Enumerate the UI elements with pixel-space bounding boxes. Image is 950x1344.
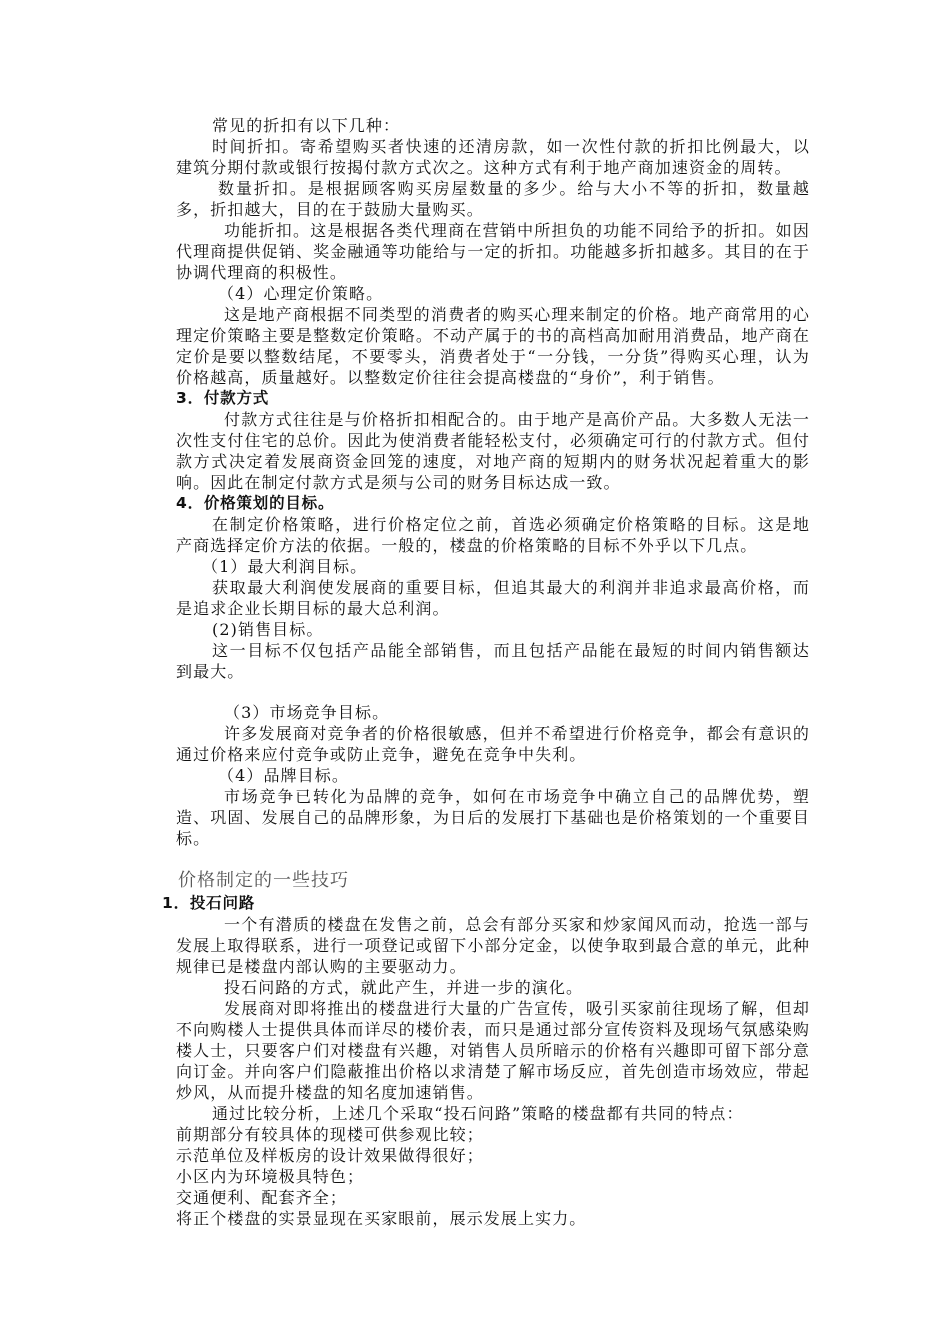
- paragraph: 付款方式往往是与价格折扣相配合的。由于地产是高价产品。大多数人无法一次性支付住宅的总价。因此为使消费者能轻松支付，必须确定可行的付款方式。但付款方式决定着发展商资金回笼的速度，对地产商的短期内的财务状况起着重大的影响。因此在制定付款方式是须与公司的财务目标达成一致。: [176, 410, 810, 492]
- paragraph: 获取最大利润使发展商的重要目标，但追其最大的利润并非追求最高价格，而是追求企业长期目标的最大总利润。: [176, 578, 810, 618]
- paragraph: 数量折扣。是根据顾客购买房屋数量的多少。给与大小不等的折扣，数量越多，折扣越大，目的在于鼓励大量购买。: [176, 179, 810, 219]
- paragraph: 常见的折扣有以下几种：: [212, 116, 401, 135]
- paragraph: （4）心理定价策略。: [218, 284, 384, 303]
- heading: 4．价格策划的目标。: [176, 494, 335, 512]
- list-item: 小区内为环境极具特色；: [176, 1167, 365, 1186]
- paragraph: 这一目标不仅包括产品能全部销售，而且包括产品能在最短的时间内销售额达到最大。: [176, 641, 810, 681]
- heading: 1．投石问路: [162, 894, 256, 912]
- paragraph: （4）品牌目标。: [218, 766, 349, 785]
- paragraph: 这是地产商根据不同类型的消费者的购买心理来制定的价格。地产商常用的心理定价策略主要是整数定价策略。不动产属于的书的高档高加耐用消费品，地产商在定价是要以整数结尾，不要零头，消费者处于“一分钱，一分货”得购买心理，认为价格越高，质量越好。以整数定价往往会提高楼盘的“身价”，利于销售。: [176, 305, 810, 387]
- paragraph: (2)销售目标。: [212, 620, 324, 639]
- spacer: [176, 682, 810, 702]
- section-title: 价格制定的一些技巧: [178, 870, 349, 891]
- paragraph: 功能折扣。这是根据各类代理商在营销中所担负的功能不同给予的折扣。如因代理商提供促销、奖金融通等功能给与一定的折扣。功能越多折扣越多。其目的在于协调代理商的积极性。: [176, 221, 810, 282]
- paragraph: 发展商对即将推出的楼盘进行大量的广告宣传，吸引买家前往现场了解，但却不向购楼人士提供具体而详尽的楼价表，而只是通过部分宣传资料及现场气氛感染购楼人士，只要客户们对楼盘有兴趣，对销售人员所暗示的价格有兴趣即可留下部分意向订金。并向客户们隐蔽推出价格以求清楚了解市场反应，首先创造市场效应，带起炒风，从而提升楼盘的知名度加速销售。: [176, 999, 810, 1102]
- list-item: 前期部分有较具体的现楼可供参观比较；: [176, 1125, 484, 1144]
- spacer: [176, 849, 810, 869]
- list-item: 交通便利、配套齐全；: [176, 1188, 348, 1207]
- paragraph: 市场竞争已转化为品牌的竞争，如何在市场竞争中确立自己的品牌优势，塑造、巩固、发展自己的品牌形象，为日后的发展打下基础也是价格策划的一个重要目标。: [176, 787, 810, 848]
- list-item: 将正个楼盘的实景显现在买家眼前，展示发展上实力。: [176, 1209, 587, 1228]
- paragraph: 在制定价格策略，进行价格定位之前，首选必须确定价格策略的目标。这是地产商选择定价方法的依据。一般的，楼盘的价格策略的目标不外乎以下几点。: [176, 515, 810, 555]
- paragraph: 通过比较分析，上述几个采取“投石问路”策略的楼盘都有共同的特点：: [212, 1104, 744, 1123]
- document-body: [162, 115, 810, 1229]
- paragraph: 时间折扣。寄希望购买者快速的还清房款，如一次性付款的折扣比例最大，以建筑分期付款或银行按揭付款方式次之。这种方式有利于地产商加速资金的周转。: [176, 137, 810, 177]
- paragraph: 投石问路的方式，就此产生，并进一步的演化。: [224, 978, 584, 997]
- paragraph: 一个有潜质的楼盘在发售之前，总会有部分买家和炒家闻风而动，抢选一部与发展上取得联系，进行一项登记或留下小部分定金，以使争取到最合意的单元，此种规律已是楼盘内部认购的主要驱动力。: [176, 915, 810, 976]
- heading: 3．付款方式: [176, 389, 270, 407]
- paragraph: （3）市场竞争目标。: [224, 703, 390, 722]
- paragraph: 许多发展商对竞争者的价格很敏感，但并不希望进行价格竞争，都会有意识的通过价格来应付竞争或防止竞争，避免在竞争中失利。: [176, 724, 810, 764]
- paragraph: （1）最大利润目标。: [202, 557, 368, 576]
- list-item: 示范单位及样板房的设计效果做得很好；: [176, 1146, 484, 1165]
